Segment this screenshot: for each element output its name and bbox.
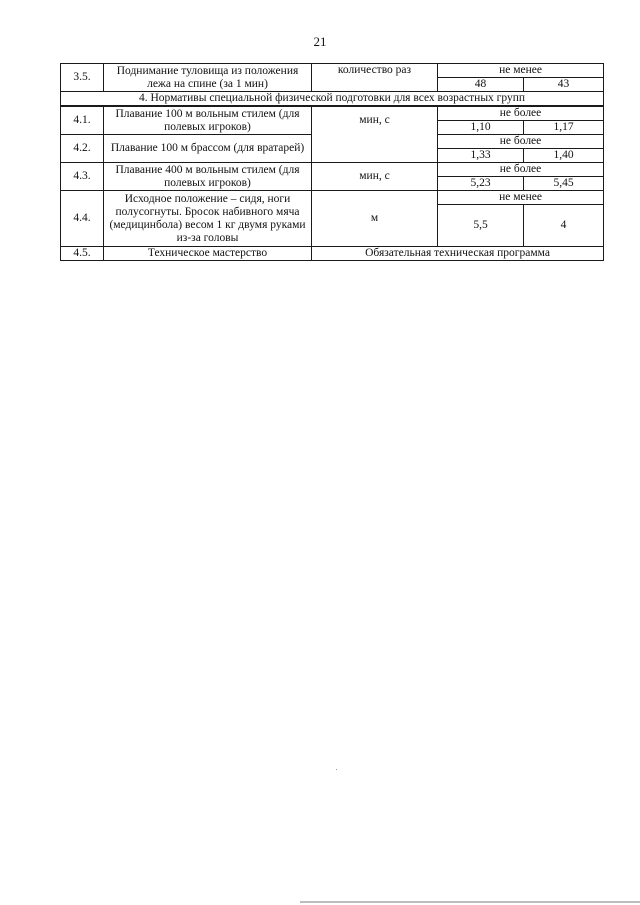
value-cell: 5,23 (438, 177, 524, 191)
criterion-cell: не более (438, 163, 604, 177)
value-cell: 4 (524, 205, 604, 247)
scan-edge-shadow (300, 901, 640, 903)
value-cell: 5,45 (524, 177, 604, 191)
row-number: 4.4. (61, 191, 104, 247)
exercise-name: Плавание 400 м вольным стилем (для полевых игроков) (104, 163, 312, 191)
criterion-cell: не менее (438, 191, 604, 205)
unit-cell: мин, с (312, 106, 438, 135)
exercise-name: Плавание 100 м брассом (для вратарей) (104, 135, 312, 163)
section-title: 4. Нормативы специальной физической подготовки для всех возрастных групп (61, 92, 604, 107)
norms-table (60, 63, 604, 261)
row-number: 4.5. (61, 247, 104, 261)
table-row-4-3 (61, 163, 604, 177)
value-cell: 1,10 (438, 121, 524, 135)
criterion-cell: не более (438, 135, 604, 149)
exercise-name: Плавание 100 м вольным стилем (для полевых игроков) (104, 106, 312, 135)
table-row-4-5 (61, 247, 604, 261)
page-number: 21 (313, 34, 327, 49)
row-number: 3.5. (61, 64, 104, 92)
criterion-cell: не более (438, 106, 604, 121)
value-cell: 1,17 (524, 121, 604, 135)
value-cell: 48 (438, 78, 524, 92)
unit-cell: м (312, 191, 438, 247)
table-row-4-4 (61, 191, 604, 205)
row-number: 4.2. (61, 135, 104, 163)
row-number: 4.3. (61, 163, 104, 191)
table-row-3-5 (61, 64, 604, 78)
value-cell: 1,33 (438, 149, 524, 163)
unit-cell (312, 135, 438, 163)
value-cell: 43 (524, 78, 604, 92)
unit-cell: количество раз (312, 64, 438, 92)
row-number: 4.1. (61, 106, 104, 135)
table-row-4-1 (61, 106, 604, 121)
exercise-name: Исходное положение – сидя, ноги полусогнуты. Бросок набивного мяча (медицинбола) весом 1 кг двумя руками из-за головы (104, 191, 312, 247)
unit-cell: мин, с (312, 163, 438, 191)
value-cell: 1,40 (524, 149, 604, 163)
criterion-cell: не менее (438, 64, 604, 78)
exercise-name: Техническое мастерство (104, 247, 312, 261)
section-header-row (61, 92, 604, 107)
table-row-4-2 (61, 135, 604, 149)
scan-speck (336, 769, 337, 770)
program-cell: Обязательная техническая программа (312, 247, 604, 261)
exercise-name: Поднимание туловища из положения лежа на спине (за 1 мин) (104, 64, 312, 92)
value-cell: 5,5 (438, 205, 524, 247)
